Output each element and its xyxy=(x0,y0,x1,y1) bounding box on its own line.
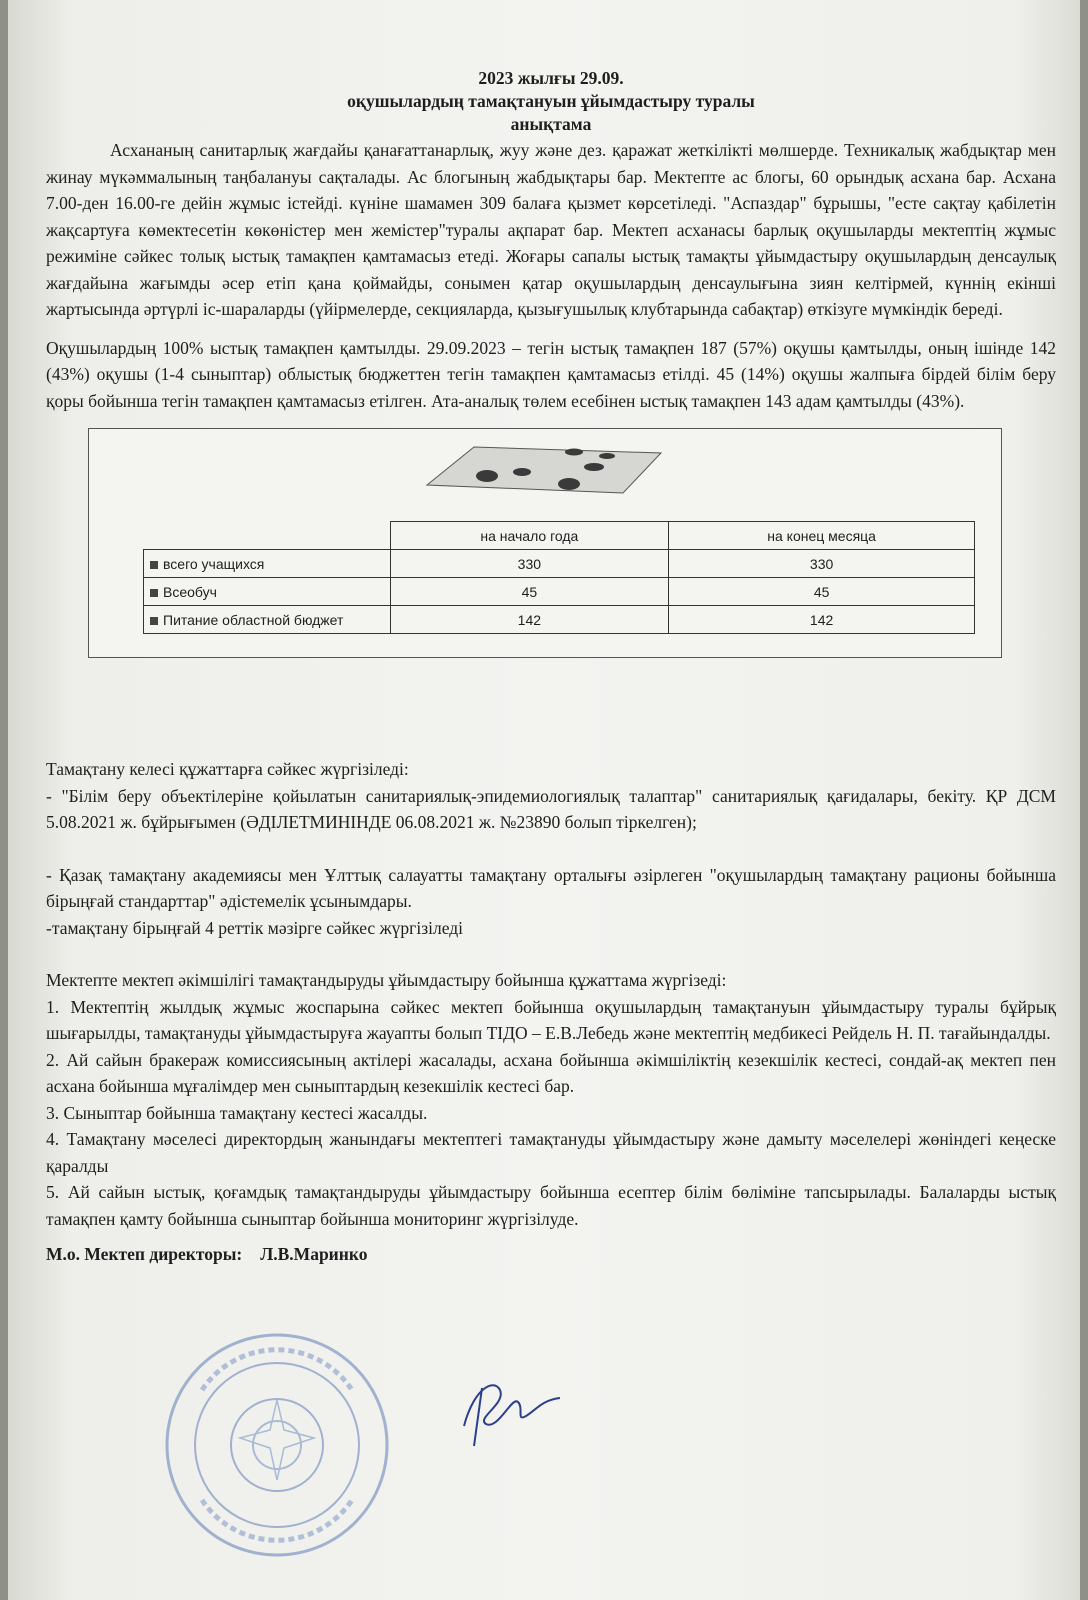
documents-item: -тамақтану бірыңғай 4 реттік мәзірге сәйкес жүргізіледі xyxy=(46,917,464,938)
row-label: Питание областной бюджет xyxy=(163,611,344,628)
admin-section xyxy=(46,967,1056,1232)
admin-item: 3. Сыныптар бойынша тамақтану кестесі жасалды. xyxy=(46,1102,428,1123)
chart-figure xyxy=(88,428,1002,658)
signature-scribble xyxy=(456,1378,566,1448)
document-sheet xyxy=(8,0,1080,1600)
chart-blob xyxy=(513,468,531,476)
legend-marker-icon xyxy=(150,589,158,597)
table-cell: 45 xyxy=(390,578,669,606)
chart-data-table xyxy=(143,521,975,634)
admin-intro: Мектепте мектеп әкімшілігі тамақтандыруды ұйымдастыру бойынша құжаттама жүргізеді: xyxy=(46,970,727,990)
chart-blob xyxy=(558,478,580,490)
coverage-paragraph: Оқушылардың 100% ыстық тамақпен қамтылды. 29.09.2023 – тегін ыстық тамақпен 187 (57%) оқушы қамтылды, оның ішінде 142 (43%) оқушы (1-4 сыныптар) облыстық бюджеттен тегін тамақпен қамтамасыз етілді. 45 (14%) оқушы жалпыға бірдей білім беру қоры бойынша тегін тамақпен қамтамасыз етілген. Ата-аналық төлем есебінен ыстық тамақпен 143 адам қамтылды (43%). xyxy=(46,337,1056,411)
doc-subject: оқушылардың тамақтануын ұйымдастыру туралы xyxy=(347,91,755,111)
signer-name: Л.В.Маринко xyxy=(260,1244,368,1264)
doc-date: 2023 жылғы 29.09. xyxy=(478,68,624,88)
column-header: на начало года xyxy=(390,522,669,550)
documents-item: - Қазақ тамақтану академиясы мен Ұлттық салауатты тамақтану орталығы әзірлеген "оқушылардың тамақтану рационы бойынша бірыңғай стандарттар" әдістемелік ұсынымдары. xyxy=(46,864,1056,911)
row-label: всего учащихся xyxy=(163,555,265,572)
official-stamp xyxy=(162,1330,392,1560)
admin-item: 5. Ай сайын ыстық, қоғамдық тамақтандыруды ұйымдастыру бойынша есептер білім бөліміне тапсырылады. Балаларды ыстық тамақпен қамту бойынша сыныптар бойынша мониторинг жүргізілуде. xyxy=(46,1182,1056,1229)
documents-section xyxy=(46,756,1056,941)
table-row xyxy=(144,578,975,606)
table-cell: 330 xyxy=(669,550,975,578)
chart-blob xyxy=(584,463,604,471)
chart-blob xyxy=(599,453,615,459)
signer-title: М.о. Мектеп директоры: xyxy=(46,1244,243,1264)
signature-line xyxy=(46,1244,1056,1265)
table-cell: 45 xyxy=(669,578,975,606)
chart-3d-slab xyxy=(89,429,1001,521)
chart-blob xyxy=(565,449,583,456)
table-row xyxy=(144,606,975,634)
document-content xyxy=(46,68,1056,1265)
documents-item: - "Білім беру объектілеріне қойылатын санитариялық-эпидемиологиялық талаптар" санитариялық қағидалары, бекіту. ҚР ДСМ 5.08.2021 ж. бұйрығымен (ӘДІЛЕТМИНІНДЕ 06.08.2021 ж. №23890 болып тіркелген); xyxy=(46,785,1056,832)
documents-intro: Тамақтану келесі құжаттарға сәйкес жүргізіледі: xyxy=(46,759,409,779)
chart-blob xyxy=(476,470,498,482)
doc-title: анықтама xyxy=(510,114,592,134)
admin-item: 4. Тамақтану мәселесі директордың жанындағы мектептегі тамақтануды ұйымдастыру және дамыту мәселелері жөніндегі кеңеске қаралды xyxy=(46,1129,1056,1176)
table-row xyxy=(144,550,975,578)
table-cell: 142 xyxy=(390,606,669,634)
legend-marker-icon xyxy=(150,561,158,569)
column-header: на конец месяца xyxy=(669,522,975,550)
admin-item: 2. Ай сайын бракераж комиссиясының актілері жасалады, асхана бойынша әкімшіліктің кезекшілік кестесі, сондай-ақ мектеп пен асхана бойынша мұғалімдер мен сыныптардың кезекшілік кестесі бар. xyxy=(46,1049,1056,1096)
legend-marker-icon xyxy=(150,617,158,625)
table-cell: 142 xyxy=(669,606,975,634)
table-cell: 330 xyxy=(390,550,669,578)
admin-item: 1. Мектептің жылдық жұмыс жоспарына сәйкес мектеп бойынша оқушылардың тамақтануын ұйымдастыру туралы бұйрық шығарылды, тамақтануды ұйымдастыруға жауапты болып ТІДО – Е.В.Лебедь және мектептің медбикесі Рейдель Н. П. тағайындалды. xyxy=(46,996,1056,1043)
intro-paragraph: Асхананың санитарлық жағдайы қанағаттанарлық, жуу және дез. қаражат жеткілікті мөлшерде. Техникалық жабдықтар мен жинау мүкәммалының таңбалануы сақталады. Ас блогының жабдықтары бар. Мектепте ас блогы, 60 орындық асхана бар. Асхана 7.00-ден 16.00-ге дейін жұмыс істейді. күніне шамамен 309 балаға қызмет көрсетіледі. "Аспаздар" бұрышы, "есте сақтау қабілетін жақсартуға көмектесетін көкөністер мен жемістер"туралы ақпарат бар. Мектеп асханасы барлық оқушыларды мектептің жұмыс режиміне сәйкес толық ыстық тамақпен қамтамасыз етеді. Жоғары сапалы ыстық тамақты ұйымдастыру оқушылардың денсаулық жағдайына жағымды әсер етіп қана қоймайды, сонымен қатар оқушылардың денсаулығына зиян келтірмей, күннің екінші жартысында әртүрлі іс-шараларды (үйірмелерде, секцияларда, қызығушылық клубтарында сабақтар) өткізуге мүмкіндік береді. xyxy=(46,140,1056,319)
row-label: Всеобуч xyxy=(163,583,217,600)
